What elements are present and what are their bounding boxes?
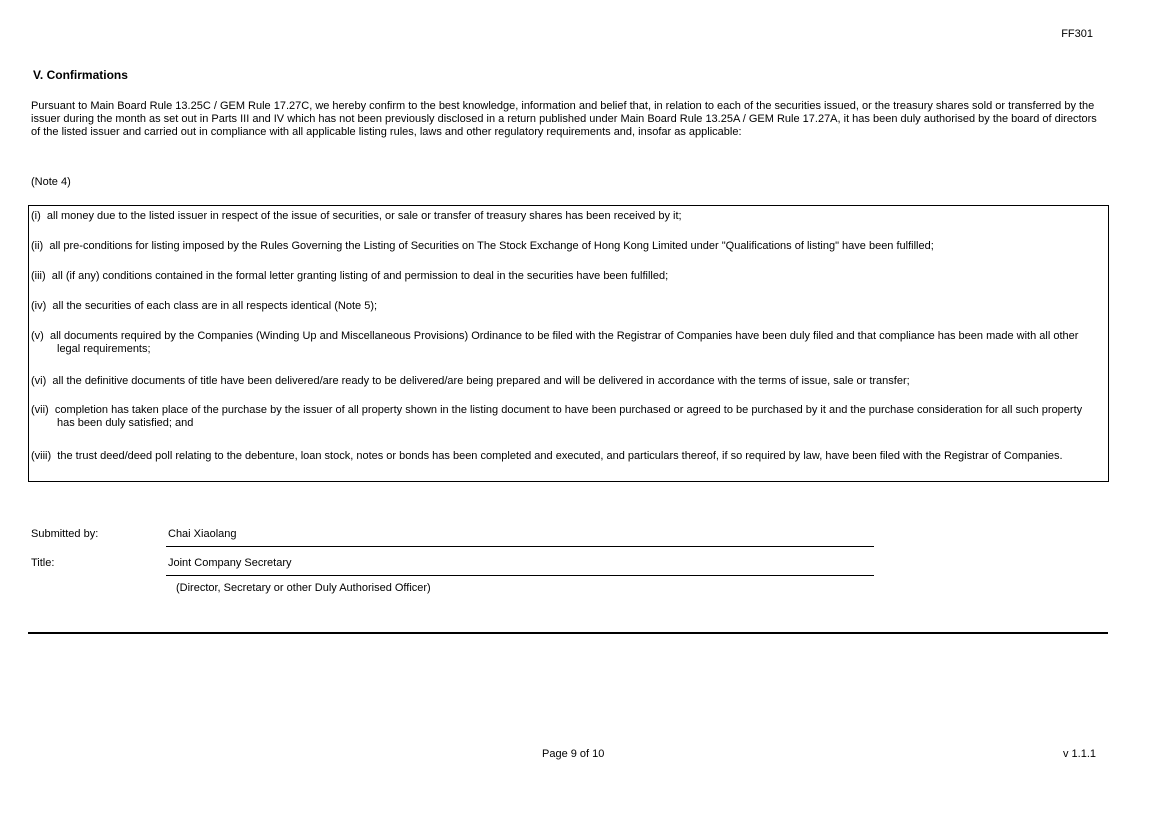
item-text: completion has taken place of the purchase by the issuer of all property shown in the listing document to have been purchased or agreed to be purchased by it and the purchase consideration for all such property has been duly satisfied; and [54,404,1083,429]
item-label: (iv) [31,300,47,312]
note-reference: (Note 4) [31,176,71,188]
intro-paragraph: Pursuant to Main Board Rule 13.25C / GEM Rule 17.27C, we hereby confirm to the best knowledge, information and belief that, in relation to each of the securities issued, or the treasury shares sold or transferred by the issuer during the month as set out in Parts III and IV which has not been previously disclosed in a return published under Main Board Rule 13.25A / GEM Rule 17.27A, it has been duly authorised by the board of directors of the listed issuer and carried out in compliance with all applicable listing rules, laws and other regulatory requirements and, insofar as applicable: [31,100,1097,138]
submitted-by-underline [166,546,874,547]
submitted-by-label: Submitted by: [31,528,99,540]
confirmation-item-iii [31,270,1101,283]
confirmation-item-iv [31,300,1101,313]
item-text: all the definitive documents of title have been delivered/are ready to be delivered/are being prepared and will be delivered in accordance with the terms of issue, sale or transfer; [52,375,910,387]
footer-rule [28,632,1108,634]
confirmation-item-vi [31,375,1101,388]
item-text: the trust deed/deed poll relating to the debenture, loan stock, notes or bonds has been completed and executed, and particulars thereof, if so required by law, have been filed with the Registrar of Companies. [57,450,1063,462]
confirmations-box [28,205,1109,482]
item-text: all money due to the listed issuer in respect of the issue of securities, or sale or transfer of treasury shares has been received by it; [46,210,682,222]
item-label: (i) [31,210,41,222]
submitted-by-value: Chai Xiaolang [168,528,237,540]
item-label: (vii) [31,404,49,416]
page-number: Page 9 of 10 [542,748,605,760]
item-label: (ii) [31,240,44,252]
item-label: (viii) [31,450,52,462]
confirmation-item-ii [31,240,1101,253]
item-text: all the securities of each class are in all respects identical (Note 5); [52,300,378,312]
confirmation-item-vii [31,404,1101,430]
confirmation-item-i [31,210,1101,223]
section-title: V. Confirmations [33,68,128,82]
confirmation-item-viii [31,450,1101,463]
item-label: (vi) [31,375,47,387]
item-text: all pre-conditions for listing imposed by the Rules Governing the Listing of Securities on The Stock Exchange of Hong Kong Limited under "Qualifications of listing" have been fulfilled; [49,240,934,252]
title-label: Title: [31,557,55,569]
item-text: all documents required by the Companies (Winding Up and Miscellaneous Provisions) Ordinance to be filed with the Registrar of Companies have been duly filed and that compliance has been made with all other legal requirements; [49,330,1079,355]
form-code: FF301 [1061,28,1093,40]
role-note: (Director, Secretary or other Duly Authorised Officer) [176,582,431,594]
title-underline [166,575,874,576]
item-text: all (if any) conditions contained in the formal letter granting listing of and permission to deal in the securities have been fulfilled; [51,270,669,282]
item-label: (v) [31,330,44,342]
item-label: (iii) [31,270,46,282]
confirmation-item-v [31,330,1101,356]
version-label: v 1.1.1 [1062,748,1096,760]
title-value: Joint Company Secretary [168,557,292,569]
